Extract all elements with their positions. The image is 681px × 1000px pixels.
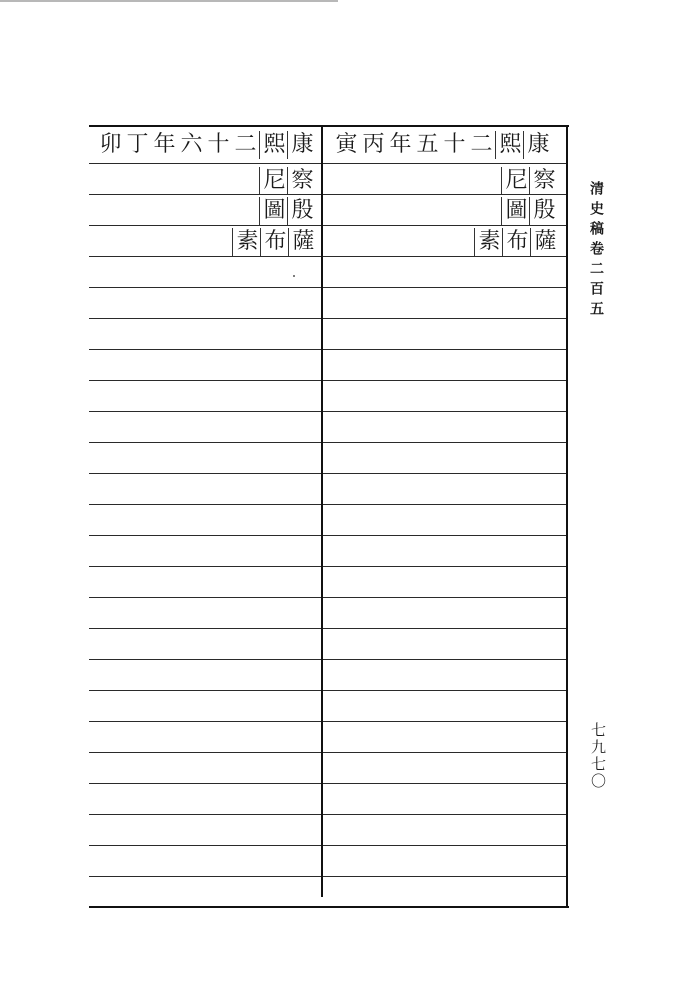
right-header-char: 年	[389, 132, 412, 157]
right-header-char: 熙	[495, 131, 523, 159]
left-row-rule	[89, 566, 321, 567]
right-row-char: 圖	[501, 197, 529, 225]
left-row-rule	[89, 597, 321, 598]
ink-speck	[293, 275, 295, 277]
right-row-rule	[323, 163, 566, 164]
table-bottom-border	[89, 906, 569, 908]
page-number: 七九七〇	[589, 722, 607, 790]
right-row-rule	[323, 225, 566, 226]
right-row-char: 素	[474, 228, 502, 256]
right-row-2	[501, 197, 557, 225]
right-header	[333, 131, 551, 159]
left-header-char: 十	[207, 132, 230, 157]
left-row-char: 尼	[259, 167, 287, 195]
left-row-rule	[89, 628, 321, 629]
left-row-rule	[89, 163, 321, 164]
left-row-rule	[89, 411, 321, 412]
right-row-rule	[323, 721, 566, 722]
left-row-rule	[89, 194, 321, 195]
left-row-char: 殷	[287, 197, 315, 225]
right-header-char: 寅	[335, 132, 358, 157]
right-row-rule	[323, 287, 566, 288]
left-row-1	[259, 167, 315, 195]
right-header-char: 十	[443, 132, 466, 157]
table-top-border	[89, 125, 569, 127]
right-row-rule	[323, 318, 566, 319]
right-row-rule	[323, 380, 566, 381]
right-header-char: 康	[523, 131, 551, 159]
right-row-rule	[323, 690, 566, 691]
right-row-rule	[323, 566, 566, 567]
right-row-rule	[323, 411, 566, 412]
left-row-rule	[89, 380, 321, 381]
right-row-rule	[323, 628, 566, 629]
left-row-rule	[89, 318, 321, 319]
left-header	[97, 131, 315, 159]
left-row-rule	[89, 225, 321, 226]
left-row-rule	[89, 721, 321, 722]
right-header-char: 五	[416, 132, 439, 157]
right-row-rule	[323, 876, 566, 877]
left-row-2	[259, 197, 315, 225]
right-row-rule	[323, 814, 566, 815]
table-right-border	[566, 125, 568, 908]
left-row-rule	[89, 690, 321, 691]
right-row-rule	[323, 597, 566, 598]
right-row-rule	[323, 845, 566, 846]
left-header-char: 六	[180, 132, 203, 157]
right-row-char: 察	[529, 167, 557, 195]
register-table	[89, 125, 569, 908]
left-header-char: 卯	[99, 132, 122, 157]
left-row-char: 薩	[288, 228, 316, 256]
left-row-char: 素	[232, 228, 260, 256]
left-header-char: 年	[153, 132, 176, 157]
left-row-rule	[89, 814, 321, 815]
right-row-1	[501, 167, 557, 195]
right-row-rule	[323, 256, 566, 257]
right-row-char: 布	[502, 228, 530, 256]
right-header-char: 二	[470, 132, 493, 157]
right-row-char: 薩	[530, 228, 558, 256]
left-row-rule	[89, 349, 321, 350]
column-divider	[321, 125, 323, 897]
right-row-rule	[323, 752, 566, 753]
left-header-char: 丁	[126, 132, 149, 157]
scan-edge-line	[0, 0, 338, 2]
left-row-char: 圖	[259, 197, 287, 225]
chapter-title: 清史稿卷二百五	[588, 181, 604, 321]
left-header-char: 二	[234, 132, 257, 157]
left-row-rule	[89, 535, 321, 536]
right-row-rule	[323, 442, 566, 443]
left-row-rule	[89, 659, 321, 660]
right-row-char: 殷	[529, 197, 557, 225]
right-row-rule	[323, 194, 566, 195]
left-row-rule	[89, 845, 321, 846]
right-row-rule	[323, 473, 566, 474]
right-row-3	[474, 228, 558, 256]
right-row-rule	[323, 659, 566, 660]
left-row-rule	[89, 256, 321, 257]
left-row-rule	[89, 287, 321, 288]
right-row-rule	[323, 783, 566, 784]
left-row-rule	[89, 442, 321, 443]
left-header-char: 熙	[259, 131, 287, 159]
left-row-rule	[89, 473, 321, 474]
left-row-char: 察	[287, 167, 315, 195]
right-row-rule	[323, 349, 566, 350]
right-header-char: 丙	[362, 132, 385, 157]
left-row-3	[232, 228, 316, 256]
right-row-rule	[323, 535, 566, 536]
left-row-rule	[89, 504, 321, 505]
left-row-rule	[89, 783, 321, 784]
left-row-rule	[89, 752, 321, 753]
left-row-char: 布	[260, 228, 288, 256]
left-header-char: 康	[287, 131, 315, 159]
left-row-rule	[89, 876, 321, 877]
right-row-rule	[323, 504, 566, 505]
right-row-char: 尼	[501, 167, 529, 195]
